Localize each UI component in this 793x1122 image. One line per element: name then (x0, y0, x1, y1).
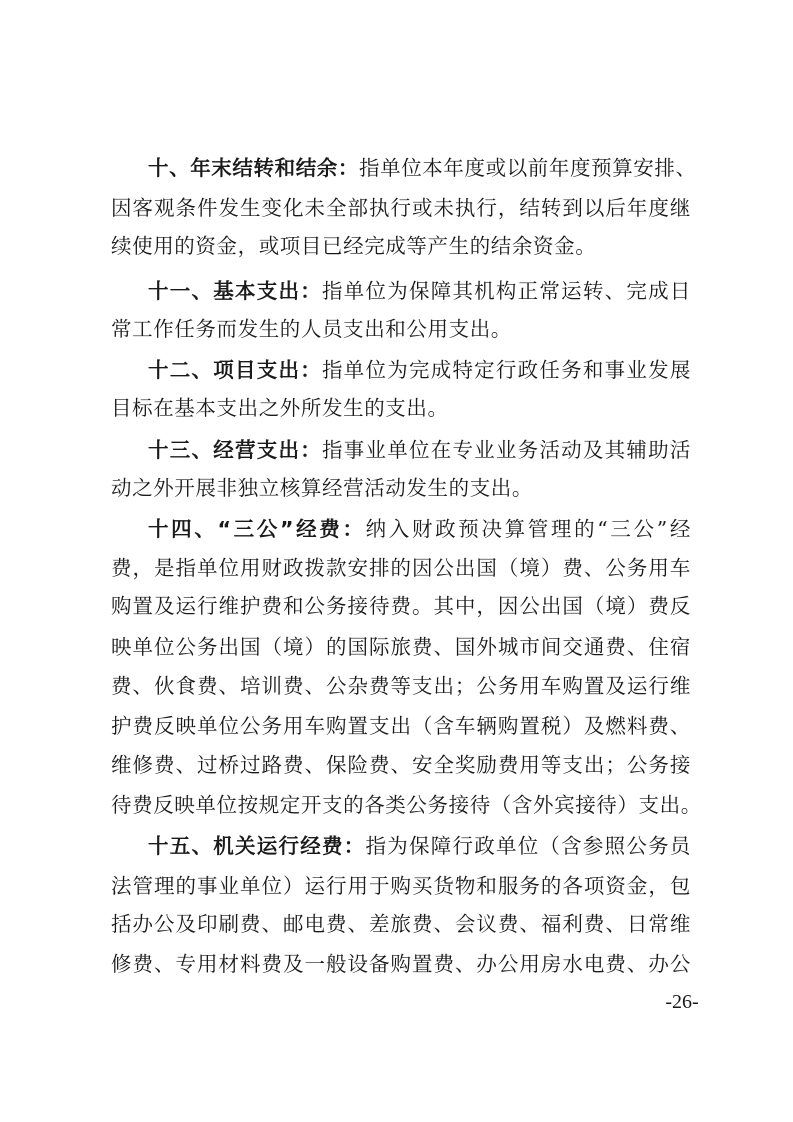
term-heading: 十五、机关运行经费： (148, 834, 366, 858)
paragraph-text: 指单位为保障其机构正常运转、完成日 (321, 279, 691, 303)
paragraph-text: 指为保障行政单位（含参照公务员 (365, 834, 692, 858)
paragraph-line: 续使用的资金，或项目已经完成等产生的结余资金。 (111, 234, 597, 258)
paragraph-text: 指单位本年度或以前年度预算安排、 (359, 156, 697, 180)
paragraph-line: 常工作任务而发生的人员支出和公用支出。 (111, 317, 512, 341)
paragraph-line: 费，是指单位用财政拨款安排的因公出国（境）费、公务用车 (111, 556, 691, 580)
page-number: -26- (665, 991, 699, 1013)
paragraph-line: 映单位公务出国（境）的国际旅费、国外城市间交通费、住宿 (111, 635, 691, 659)
term-heading: 十四、“三公”经费： (148, 517, 366, 541)
paragraph-text: 指事业单位在专业业务活动及其辅助活 (321, 438, 691, 462)
paragraph-line: 因客观条件发生变化未全部执行或未执行，结转到以后年度继 (111, 196, 691, 220)
term-heading: 十、年末结转和结余： (148, 156, 359, 180)
paragraph-line: 待费反映单位按规定开支的各类公务接待（含外宾接待）支出。 (111, 793, 702, 817)
paragraph-line: 费、伙食费、培训费、公杂费等支出；公务用车购置及运行维 (111, 674, 691, 698)
paragraph-line (148, 826, 691, 866)
paragraph-line: 修费、专用材料费及一般设备购置费、办公用房水电费、办公 (111, 952, 691, 976)
paragraph-line: 护费反映单位公务用车购置支出（含车辆购置税）及燃料费、 (111, 714, 691, 738)
term-heading: 十三、经营支出： (148, 438, 322, 462)
paragraph-line (148, 430, 691, 470)
paragraph-line: 法管理的事业单位）运行用于购买货物和服务的各项资金，包 (111, 874, 691, 898)
paragraph-line: 括办公及印刷费、邮电费、差旅费、会议费、福利费、日常维 (111, 912, 691, 936)
paragraph-line: 维修费、过桥过路费、保险费、安全奖励费用等支出；公务接 (111, 753, 691, 777)
paragraph-line: 动之外开展非独立核算经营活动发生的支出。 (111, 476, 533, 500)
paragraph-text: 指单位为完成特定行政任务和事业发展 (321, 358, 691, 382)
paragraph-line: 目标在基本支出之外所发生的支出。 (111, 396, 449, 420)
paragraph-line (148, 350, 691, 390)
term-heading: 十一、基本支出： (148, 279, 322, 303)
term-heading: 十二、项目支出： (148, 358, 322, 382)
paragraph-line (148, 271, 691, 311)
paragraph-line: 购置及运行维护费和公务接待费。其中，因公出国（境）费反 (111, 594, 691, 618)
paragraph-line (148, 148, 697, 188)
paragraph-line (148, 509, 691, 549)
paragraph-text: 纳入财政预决算管理的“三公”经 (365, 517, 691, 541)
